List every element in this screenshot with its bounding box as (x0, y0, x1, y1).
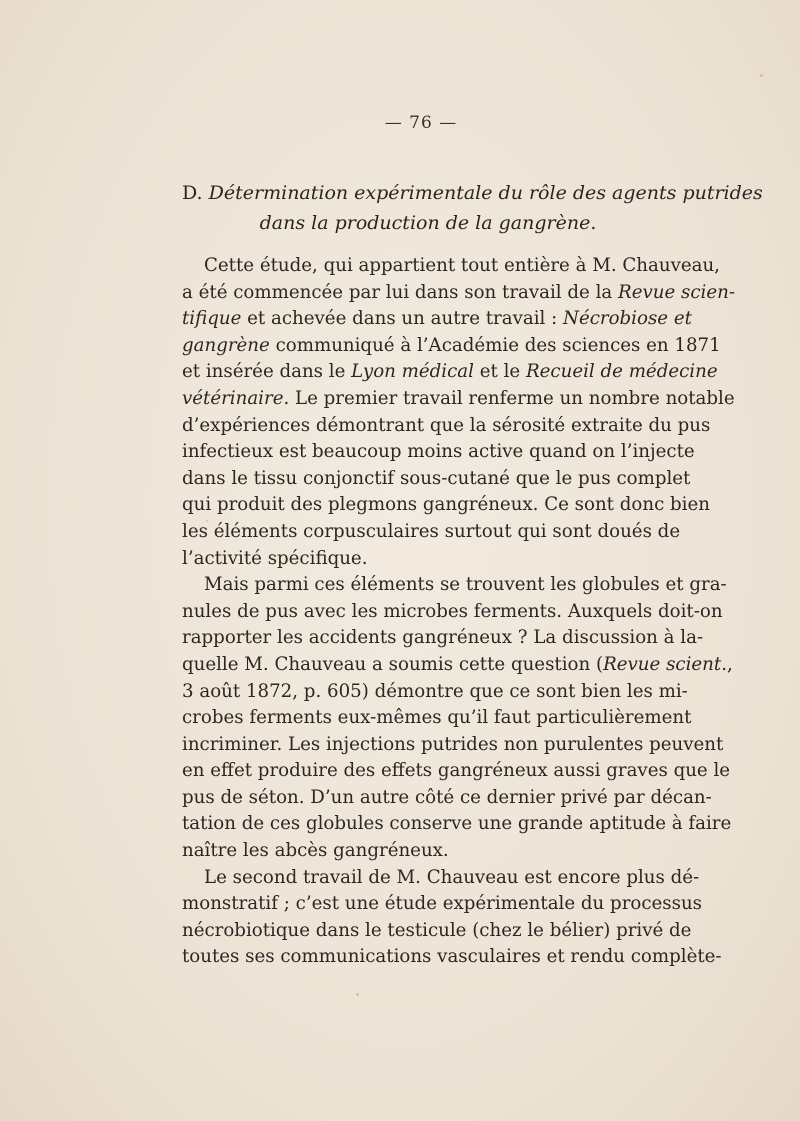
paragraph-1-line: Cette étude, qui appartient tout entière à M. Chauveau, (204, 255, 720, 276)
paragraph-2-line: incriminer. Les injections putrides non purulentes peuvent (182, 733, 724, 755)
paragraph-3-line: Le second travail de M. Chauveau est encore plus dé- (204, 866, 700, 888)
paragraph-1-line: a été commencée par lui dans son travail de la Revue scien- (182, 281, 735, 303)
paragraph-2-line: en effet produire des effets gangréneux aussi graves que le (182, 760, 731, 782)
body-text (182, 253, 735, 971)
italic-title: Revue scient. (603, 653, 727, 675)
heading-line-1 (182, 178, 763, 208)
italic-title: Recueil de médecine (525, 361, 718, 383)
paragraph-1-line: et insérée dans le Lyon médical et le Recueil de médecine (182, 361, 718, 383)
italic-title: gangrène (182, 334, 270, 356)
italic-title: Nécrobiose et (563, 308, 692, 330)
paragraph-3-line: monstratif ; c’est une étude expérimentale du processus (182, 893, 702, 915)
heading-title-part-2: dans la production de la gangrène. (259, 212, 597, 234)
italic-title: vétérinaire. (182, 387, 290, 409)
paragraph-1-line: infectieux est beaucoup moins active quand on l’injecte (182, 441, 695, 463)
paper-speck (760, 74, 763, 77)
paragraph-1-line: l’activité spécifique. (182, 547, 368, 569)
heading-title-part-1: Détermination expérimentale du rôle des agents putrides (208, 182, 763, 204)
paragraph-2-line: naître les abcès gangréneux. (182, 840, 449, 862)
paragraph-1-line: les éléments corpusculaires surtout qui sont doués de (182, 520, 681, 542)
paragraph-2-line: Mais parmi ces éléments se trouvent les globules et gra- (204, 574, 727, 596)
heading-line-2 (182, 208, 674, 238)
paragraph-1-line: tifique et achevée dans un autre travail : Nécrobiose et (182, 308, 692, 330)
paragraph-2-line: quelle M. Chauveau a soumis cette question (Revue scient., (182, 653, 733, 675)
paragraph-2-line: nules de pus avec les microbes ferments. Auxquels doit-on (182, 600, 723, 622)
paragraph-2-line: 3 août 1872, p. 605) démontre que ce sont bien les mi- (182, 680, 688, 702)
section-heading (182, 178, 763, 238)
italic-title: Revue scien- (618, 281, 735, 303)
paragraph-2-line: tation de ces globules conserve une grande aptitude à faire (182, 813, 732, 835)
page-number: — 76 — (384, 113, 458, 133)
paragraph-1-line: gangrène communiqué à l’Académie des sciences en 1871 (182, 334, 721, 356)
italic-title: tifique (182, 308, 242, 330)
section-label: D. (182, 182, 203, 204)
paragraph-2-line: rapporter les accidents gangréneux ? La discussion à la- (182, 627, 704, 649)
paragraph-3-line: nécrobiotique dans le testicule (chez le bélier) privé de (182, 919, 692, 941)
paragraph-2-line: crobes ferments eux-mêmes qu’il faut particulièrement (182, 707, 692, 729)
paper-speck (356, 993, 359, 996)
paragraph-1-line: qui produit des plegmons gangréneux. Ce sont donc bien (182, 494, 710, 516)
italic-title: Lyon médical (351, 361, 474, 383)
paragraph-1-line: dans le tissu conjonctif sous-cutané que le pus complet (182, 467, 691, 489)
paragraph-3-line: toutes ses communications vasculaires et rendu complète- (182, 946, 722, 968)
paragraph-1-line: vétérinaire. Le premier travail renferme un nombre notable (182, 387, 735, 409)
paragraph-1-line: d’expériences démontrant que la sérosité extraite du pus (182, 414, 711, 436)
paragraph-2-line: pus de séton. D’un autre côté ce dernier privé par décan- (182, 786, 712, 808)
